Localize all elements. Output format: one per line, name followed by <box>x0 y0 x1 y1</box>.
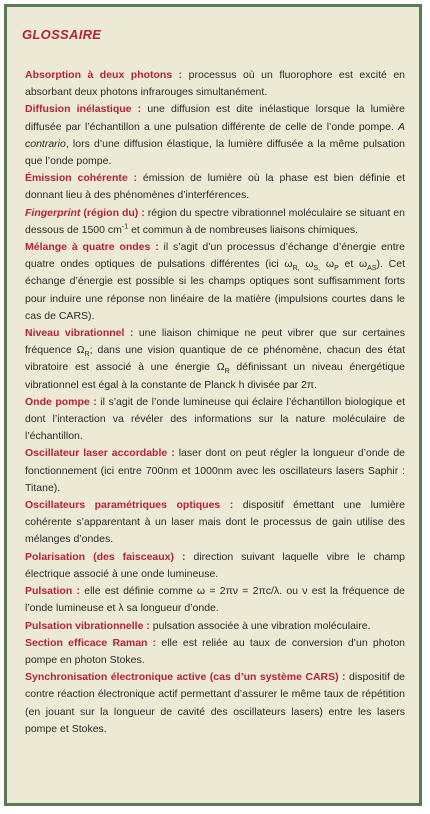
subscript: S, <box>313 265 321 273</box>
glossary-entry <box>25 101 405 170</box>
glossary-term: Pulsation : <box>25 585 80 598</box>
glossary-definition: direction suivant laquelle vibre le champ électrique associé à une onde lumineuse. <box>25 550 405 580</box>
glossary-entry <box>25 445 405 497</box>
glossary-entry <box>25 635 405 669</box>
glossary-definition-cont: et commun à de nombreuses liaisons chimiques. <box>131 223 359 236</box>
glossary-term: (région du) : <box>83 206 145 219</box>
glossary-term: Synchronisation électronique active (cas d’un système CARS) : <box>25 671 346 684</box>
glossary-term: Section efficace Raman : <box>25 636 157 649</box>
symbol: ω <box>325 258 335 271</box>
glossary-entry <box>25 497 405 549</box>
glossary-definition: région du spectre vibrationnel moléculaire se situant en dessous de 1500 cm <box>25 206 405 236</box>
glossary-definition: une liaison chimique ne peut vibrer que sur certaines fréquence Ω <box>25 327 405 357</box>
glossary-term: Pulsation vibrationnelle : <box>25 619 150 632</box>
glossary-definition: il s’agit d’un processus d’échange d’énergie entre quatre ondes optiques de pulsations différentes (ici ω <box>25 241 405 271</box>
subscript: R, <box>292 265 300 273</box>
glossary-definition: elle est définie comme ω = 2πν = 2πc/λ. ou ν est la fréquence de l’onde lumineuse et λ sa longueur d’onde. <box>25 585 406 615</box>
glossary-list <box>25 67 405 738</box>
glossary-definition-mid: ; dans une vision quantique de ce phénomène, chacun des état vibratoire est associé à une énergie Ω <box>25 344 405 374</box>
subscript: AS <box>367 265 377 273</box>
symbol: et ω <box>344 258 368 271</box>
glossary-title: GLOSSAIRE <box>22 27 102 42</box>
subscript: P <box>334 265 339 273</box>
glossary-entry <box>25 583 405 617</box>
glossary-definition-italic: A contrario <box>25 120 406 150</box>
symbol: ω <box>305 258 314 271</box>
glossary-entry <box>25 67 405 101</box>
glossary-definition: dispositif émettant une lumière cohérente s’apparentant à un laser mais dont le processus de gain utilise des mélanges d’ondes. <box>25 499 405 546</box>
glossary-definition: émission de lumière où la phase est bien définie et donnant lieu à des phénomènes d’interférences. <box>25 172 405 202</box>
glossary-term: Oscillateurs paramétriques optiques : <box>25 499 234 512</box>
glossary-definition: processus où un fluorophore est excité en absorbant deux photons infrarouges simultanément. <box>25 69 405 99</box>
glossary-entry <box>25 170 405 204</box>
glossary-entry <box>25 618 405 635</box>
glossary-definition: pulsation associée à une vibration moléculaire. <box>152 619 371 632</box>
glossary-definition-cont: ). Cet échange d’énergie est possible si les champs optiques sont suffisamment forts pour induire une réponse non linéaire de la matière (impulsions courtes dans le cas de CARS). <box>25 258 405 322</box>
glossary-term: Mélange à quatre ondes : <box>25 241 159 254</box>
glossary-term: Absorption à deux photons : <box>25 69 183 81</box>
glossary-entry <box>25 205 405 239</box>
glossary-definition: elle est reliée au taux de conversion d’un photon pompe en photon Stokes. <box>25 636 405 666</box>
glossary-definition: dispositif de contre réaction électronique actif permettant d’assurer le même taux de répétition (en jouant sur la longueur de cavité des oscillateurs lasers) entre les lasers pompe et Stokes. <box>25 671 405 735</box>
glossary-entry <box>25 394 405 446</box>
glossary-definition: laser dont on peut régler la longueur d’onde de fonctionnement (ici entre 700nm et 1000nm avec les oscillateurs lasers Saphir : Titane). <box>25 447 405 494</box>
glossary-term-italic: Fingerprint <box>25 206 81 219</box>
glossary-entry <box>25 549 405 583</box>
glossary-definition-cont: , lors d’une diffusion élastique, la lumière diffusée a la même pulsation que l’onde pompe. <box>25 137 405 168</box>
glossary-term: Onde pompe : <box>25 395 97 408</box>
glossary-term: Oscillateur laser accordable : <box>25 447 175 460</box>
glossary-entry <box>25 239 405 325</box>
glossary-term: Polarisation (des faisceaux) : <box>25 550 186 563</box>
glossary-entry <box>25 669 405 738</box>
glossary-term: Émission cohérente : <box>25 172 138 185</box>
glossary-entry <box>25 325 405 394</box>
glossary-term: Niveau vibrationnel : <box>25 327 134 340</box>
glossary-term: Diffusion inélastique : <box>25 103 142 116</box>
subscript: R <box>84 351 90 359</box>
glossary-definition: une diffusion est dite inélastique lorsque la lumière diffusée par l’échantillon a une pulsation différente de celle de l’onde pompe. <box>25 103 405 133</box>
glossary-definition-cont: définissant un niveau énergétique vibrationnel est égal à la constante de Planck h divisée par 2π. <box>25 361 405 391</box>
glossary-definition: il s’agit de l’onde lumineuse qui éclaire l’échantillon biologique et dont l’interaction va révéler des informations sur la nature moléculaire de l’échantillon. <box>25 395 405 443</box>
superscript: -1 <box>121 223 129 231</box>
subscript: R <box>224 368 230 376</box>
